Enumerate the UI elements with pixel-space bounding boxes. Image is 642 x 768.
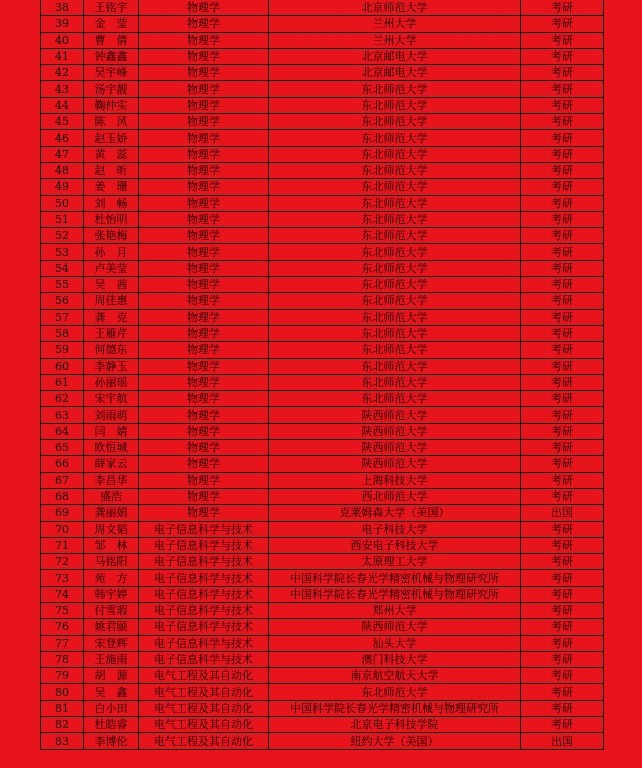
table-row	[41, 684, 604, 700]
major-cell: 物理学	[139, 114, 269, 130]
major-cell: 电子信息科学与技术	[139, 554, 269, 570]
table-row	[41, 668, 604, 684]
row-number-cell: 53	[41, 244, 84, 260]
destination-school-cell: 汕头大学	[269, 635, 521, 651]
destination-school-cell: 东北师范大学	[269, 162, 521, 178]
table-row	[41, 65, 604, 81]
row-number-cell: 57	[41, 309, 84, 325]
destination-type-cell: 考研	[521, 130, 604, 146]
destination-school-cell: 陕西师范大学	[269, 407, 521, 423]
destination-type-cell: 考研	[521, 32, 604, 48]
row-number-cell: 83	[41, 733, 84, 749]
destination-school-cell: 澳门科技大学	[269, 651, 521, 667]
student-name-cell: 闫 婧	[84, 423, 139, 439]
major-cell: 物理学	[139, 505, 269, 521]
row-number-cell: 55	[41, 277, 84, 293]
row-number-cell: 67	[41, 472, 84, 488]
student-name-cell: 邹 林	[84, 537, 139, 553]
destination-school-cell: 北京邮电大学	[269, 48, 521, 64]
major-cell: 物理学	[139, 195, 269, 211]
student-name-cell: 马铭阳	[84, 554, 139, 570]
destination-type-cell: 出国	[521, 505, 604, 521]
destination-school-cell: 东北师范大学	[269, 293, 521, 309]
major-cell: 物理学	[139, 325, 269, 341]
table-row	[41, 325, 604, 341]
major-cell: 物理学	[139, 358, 269, 374]
destination-type-cell: 考研	[521, 146, 604, 162]
destination-type-cell: 考研	[521, 277, 604, 293]
major-cell: 物理学	[139, 374, 269, 390]
destination-school-cell: 电子科技大学	[269, 521, 521, 537]
major-cell: 电气工程及其自动化	[139, 684, 269, 700]
student-name-cell: 王雁芹	[84, 325, 139, 341]
table-row	[41, 16, 604, 32]
destination-school-cell: 兰州大学	[269, 16, 521, 32]
destination-school-cell: 东北师范大学	[269, 81, 521, 97]
table-row	[41, 733, 604, 749]
destination-school-cell: 北京邮电大学	[269, 65, 521, 81]
destination-type-cell: 考研	[521, 114, 604, 130]
destination-school-cell: 陕西师范大学	[269, 423, 521, 439]
student-name-cell: 汤宇靓	[84, 81, 139, 97]
table-row	[41, 309, 604, 325]
destination-type-cell: 考研	[521, 619, 604, 635]
destination-type-cell: 考研	[521, 358, 604, 374]
major-cell: 电气工程及其自动化	[139, 717, 269, 733]
row-number-cell: 54	[41, 260, 84, 276]
table-row	[41, 228, 604, 244]
row-number-cell: 72	[41, 554, 84, 570]
row-number-cell: 77	[41, 635, 84, 651]
student-name-cell: 苑 方	[84, 570, 139, 586]
student-name-cell: 钟鑫鑫	[84, 48, 139, 64]
row-number-cell: 70	[41, 521, 84, 537]
table-row	[41, 423, 604, 439]
table-row	[41, 162, 604, 178]
table-row	[41, 48, 604, 64]
destination-type-cell: 考研	[521, 635, 604, 651]
destination-type-cell: 考研	[521, 260, 604, 276]
major-cell: 物理学	[139, 309, 269, 325]
destination-type-cell: 考研	[521, 16, 604, 32]
student-name-cell: 张艳梅	[84, 228, 139, 244]
major-cell: 物理学	[139, 456, 269, 472]
major-cell: 物理学	[139, 228, 269, 244]
destination-school-cell: 中国科学院长春光学精密机械与物理研究所	[269, 700, 521, 716]
row-number-cell: 60	[41, 358, 84, 374]
table-row	[41, 537, 604, 553]
major-cell: 电气工程及其自动化	[139, 668, 269, 684]
destination-type-cell: 考研	[521, 570, 604, 586]
major-cell: 物理学	[139, 277, 269, 293]
destination-school-cell: 东北师范大学	[269, 260, 521, 276]
major-cell: 物理学	[139, 391, 269, 407]
destination-type-cell: 考研	[521, 586, 604, 602]
major-cell: 物理学	[139, 293, 269, 309]
row-number-cell: 46	[41, 130, 84, 146]
destination-school-cell: 东北师范大学	[269, 374, 521, 390]
student-name-cell: 孙丽瑶	[84, 374, 139, 390]
major-cell: 物理学	[139, 472, 269, 488]
student-name-cell: 孙 月	[84, 244, 139, 260]
table-row	[41, 97, 604, 113]
destination-school-cell: 东北师范大学	[269, 228, 521, 244]
destination-type-cell: 考研	[521, 48, 604, 64]
major-cell: 物理学	[139, 48, 269, 64]
major-cell: 物理学	[139, 146, 269, 162]
destination-school-cell: 中国科学院长春光学精密机械与物理研究所	[269, 570, 521, 586]
table-row	[41, 570, 604, 586]
major-cell: 物理学	[139, 16, 269, 32]
row-number-cell: 79	[41, 668, 84, 684]
row-number-cell: 82	[41, 717, 84, 733]
destination-type-cell: 考研	[521, 244, 604, 260]
student-name-cell: 金 莹	[84, 16, 139, 32]
destination-school-cell: 西北师范大学	[269, 488, 521, 504]
destination-type-cell: 考研	[521, 374, 604, 390]
student-name-cell: 龚 克	[84, 309, 139, 325]
table-row	[41, 195, 604, 211]
student-name-cell: 白小田	[84, 700, 139, 716]
major-cell: 物理学	[139, 488, 269, 504]
destination-type-cell: 考研	[521, 65, 604, 81]
destination-type-cell: 考研	[521, 293, 604, 309]
destination-school-cell: 郑州大学	[269, 602, 521, 618]
student-name-cell: 李昌华	[84, 472, 139, 488]
row-number-cell: 80	[41, 684, 84, 700]
table-row	[41, 260, 604, 276]
table-row	[41, 602, 604, 618]
row-number-cell: 50	[41, 195, 84, 211]
table-row	[41, 358, 604, 374]
row-number-cell: 51	[41, 211, 84, 227]
student-name-cell: 姚君颐	[84, 619, 139, 635]
destination-type-cell: 考研	[521, 668, 604, 684]
destination-type-cell: 考研	[521, 407, 604, 423]
destination-type-cell: 考研	[521, 717, 604, 733]
row-number-cell: 59	[41, 342, 84, 358]
major-cell: 物理学	[139, 130, 269, 146]
destination-type-cell: 考研	[521, 684, 604, 700]
major-cell: 物理学	[139, 97, 269, 113]
graduate-destination-table	[40, 0, 604, 750]
student-name-cell: 王施雨	[84, 651, 139, 667]
destination-school-cell: 陕西师范大学	[269, 440, 521, 456]
student-name-cell: 吴 鑫	[84, 684, 139, 700]
destination-school-cell: 中国科学院长春光学精密机械与物理研究所	[269, 586, 521, 602]
destination-type-cell: 出国	[521, 733, 604, 749]
destination-school-cell: 东北师范大学	[269, 391, 521, 407]
major-cell: 电子信息科学与技术	[139, 537, 269, 553]
student-name-cell: 何德东	[84, 342, 139, 358]
destination-school-cell: 兰州大学	[269, 32, 521, 48]
destination-type-cell: 考研	[521, 309, 604, 325]
row-number-cell: 48	[41, 162, 84, 178]
row-number-cell: 78	[41, 651, 84, 667]
student-name-cell: 李博伦	[84, 733, 139, 749]
destination-school-cell: 陕西师范大学	[269, 619, 521, 635]
major-cell: 物理学	[139, 81, 269, 97]
destination-school-cell: 东北师范大学	[269, 684, 521, 700]
major-cell: 物理学	[139, 211, 269, 227]
table-row	[41, 619, 604, 635]
table-body	[41, 0, 604, 749]
row-number-cell: 40	[41, 32, 84, 48]
destination-type-cell: 考研	[521, 342, 604, 358]
destination-school-cell: 上海科技大学	[269, 472, 521, 488]
destination-type-cell: 考研	[521, 440, 604, 456]
student-name-cell: 周佳惠	[84, 293, 139, 309]
major-cell: 电子信息科学与技术	[139, 602, 269, 618]
destination-type-cell: 考研	[521, 456, 604, 472]
row-number-cell: 65	[41, 440, 84, 456]
row-number-cell: 71	[41, 537, 84, 553]
student-name-cell: 曹 倩	[84, 32, 139, 48]
student-name-cell: 欧恒城	[84, 440, 139, 456]
row-number-cell: 56	[41, 293, 84, 309]
destination-school-cell: 北京师范大学	[269, 0, 521, 16]
row-number-cell: 62	[41, 391, 84, 407]
destination-school-cell: 东北师范大学	[269, 309, 521, 325]
table-row	[41, 130, 604, 146]
major-cell: 物理学	[139, 260, 269, 276]
destination-school-cell: 东北师范大学	[269, 114, 521, 130]
table-row	[41, 342, 604, 358]
major-cell: 电子信息科学与技术	[139, 635, 269, 651]
table-row	[41, 717, 604, 733]
destination-type-cell: 考研	[521, 602, 604, 618]
row-number-cell: 69	[41, 505, 84, 521]
destination-school-cell: 东北师范大学	[269, 146, 521, 162]
table-row	[41, 472, 604, 488]
student-name-cell: 姜 珊	[84, 179, 139, 195]
row-number-cell: 41	[41, 48, 84, 64]
table-row	[41, 0, 604, 16]
destination-type-cell: 考研	[521, 423, 604, 439]
destination-school-cell: 东北师范大学	[269, 130, 521, 146]
row-number-cell: 75	[41, 602, 84, 618]
table-row	[41, 651, 604, 667]
table-row	[41, 391, 604, 407]
table-row	[41, 488, 604, 504]
row-number-cell: 68	[41, 488, 84, 504]
major-cell: 电子信息科学与技术	[139, 651, 269, 667]
destination-type-cell: 考研	[521, 162, 604, 178]
row-number-cell: 42	[41, 65, 84, 81]
destination-type-cell: 考研	[521, 391, 604, 407]
table-row	[41, 114, 604, 130]
student-name-cell: 赵 昕	[84, 162, 139, 178]
row-number-cell: 74	[41, 586, 84, 602]
row-number-cell: 61	[41, 374, 84, 390]
row-number-cell: 76	[41, 619, 84, 635]
student-name-cell: 薛家云	[84, 456, 139, 472]
student-name-cell: 胡 源	[84, 668, 139, 684]
destination-school-cell: 纽约大学（美国）	[269, 733, 521, 749]
row-number-cell: 49	[41, 179, 84, 195]
student-name-cell: 吴 茜	[84, 277, 139, 293]
student-name-cell: 龚丽娟	[84, 505, 139, 521]
student-name-cell: 付雪瑕	[84, 602, 139, 618]
destination-school-cell: 东北师范大学	[269, 325, 521, 341]
row-number-cell: 64	[41, 423, 84, 439]
destination-type-cell: 考研	[521, 472, 604, 488]
destination-school-cell: 太原理工大学	[269, 554, 521, 570]
table-row	[41, 505, 604, 521]
destination-type-cell: 考研	[521, 325, 604, 341]
destination-type-cell: 考研	[521, 0, 604, 16]
student-name-cell: 陈 风	[84, 114, 139, 130]
student-name-cell: 卢美莹	[84, 260, 139, 276]
table-row	[41, 635, 604, 651]
table-row	[41, 554, 604, 570]
student-name-cell: 赵玉娇	[84, 130, 139, 146]
table-row	[41, 456, 604, 472]
student-name-cell: 黄 蕊	[84, 146, 139, 162]
row-number-cell: 73	[41, 570, 84, 586]
table-row	[41, 277, 604, 293]
destination-school-cell: 东北师范大学	[269, 358, 521, 374]
major-cell: 电子信息科学与技术	[139, 570, 269, 586]
destination-school-cell: 东北师范大学	[269, 211, 521, 227]
student-name-cell: 宋登辉	[84, 635, 139, 651]
destination-school-cell: 南京航空航天大学	[269, 668, 521, 684]
destination-type-cell: 考研	[521, 651, 604, 667]
major-cell: 物理学	[139, 0, 269, 16]
row-number-cell: 52	[41, 228, 84, 244]
destination-school-cell: 克莱姆森大学（美国）	[269, 505, 521, 521]
major-cell: 物理学	[139, 407, 269, 423]
major-cell: 物理学	[139, 244, 269, 260]
table-row	[41, 81, 604, 97]
major-cell: 物理学	[139, 32, 269, 48]
row-number-cell: 45	[41, 114, 84, 130]
student-name-cell: 杜皓睿	[84, 717, 139, 733]
destination-school-cell: 东北师范大学	[269, 342, 521, 358]
student-name-cell: 韩宇婷	[84, 586, 139, 602]
destination-school-cell: 东北师范大学	[269, 277, 521, 293]
destination-type-cell: 考研	[521, 488, 604, 504]
table-row	[41, 521, 604, 537]
row-number-cell: 63	[41, 407, 84, 423]
student-name-cell: 周文韬	[84, 521, 139, 537]
destination-type-cell: 考研	[521, 228, 604, 244]
destination-type-cell: 考研	[521, 97, 604, 113]
destination-school-cell: 东北师范大学	[269, 97, 521, 113]
destination-type-cell: 考研	[521, 700, 604, 716]
major-cell: 电子信息科学与技术	[139, 586, 269, 602]
table-row	[41, 211, 604, 227]
table-row	[41, 244, 604, 260]
student-name-cell: 盛浩	[84, 488, 139, 504]
destination-school-cell: 陕西师范大学	[269, 456, 521, 472]
table-row	[41, 586, 604, 602]
student-name-cell: 吴宇峰	[84, 65, 139, 81]
row-number-cell: 39	[41, 16, 84, 32]
major-cell: 物理学	[139, 162, 269, 178]
row-number-cell: 81	[41, 700, 84, 716]
row-number-cell: 43	[41, 81, 84, 97]
table-row	[41, 32, 604, 48]
destination-school-cell: 北京电子科技学院	[269, 717, 521, 733]
table-row	[41, 293, 604, 309]
major-cell: 电子信息科学与技术	[139, 619, 269, 635]
major-cell: 电气工程及其自动化	[139, 733, 269, 749]
row-number-cell: 58	[41, 325, 84, 341]
table-row	[41, 407, 604, 423]
destination-school-cell: 东北师范大学	[269, 195, 521, 211]
destination-type-cell: 考研	[521, 81, 604, 97]
table-row	[41, 179, 604, 195]
destination-type-cell: 考研	[521, 195, 604, 211]
row-number-cell: 38	[41, 0, 84, 16]
major-cell: 物理学	[139, 65, 269, 81]
major-cell: 物理学	[139, 179, 269, 195]
destination-school-cell: 西安电子科技大学	[269, 537, 521, 553]
major-cell: 物理学	[139, 342, 269, 358]
destination-type-cell: 考研	[521, 554, 604, 570]
destination-type-cell: 考研	[521, 211, 604, 227]
student-name-cell: 杜怡明	[84, 211, 139, 227]
major-cell: 物理学	[139, 440, 269, 456]
destination-school-cell: 东北师范大学	[269, 244, 521, 260]
table-row	[41, 700, 604, 716]
student-name-cell: 鞠仲实	[84, 97, 139, 113]
destination-school-cell: 东北师范大学	[269, 179, 521, 195]
table-row	[41, 440, 604, 456]
student-name-cell: 刘 畅	[84, 195, 139, 211]
row-number-cell: 44	[41, 97, 84, 113]
major-cell: 物理学	[139, 423, 269, 439]
destination-type-cell: 考研	[521, 537, 604, 553]
table-row	[41, 374, 604, 390]
row-number-cell: 66	[41, 456, 84, 472]
row-number-cell: 47	[41, 146, 84, 162]
student-name-cell: 宋宇航	[84, 391, 139, 407]
destination-type-cell: 考研	[521, 521, 604, 537]
destination-type-cell: 考研	[521, 179, 604, 195]
student-name-cell: 王铭宇	[84, 0, 139, 16]
major-cell: 电子信息科学与技术	[139, 521, 269, 537]
table-row	[41, 146, 604, 162]
student-name-cell: 李静玉	[84, 358, 139, 374]
student-name-cell: 刘雨萌	[84, 407, 139, 423]
major-cell: 电气工程及其自动化	[139, 700, 269, 716]
